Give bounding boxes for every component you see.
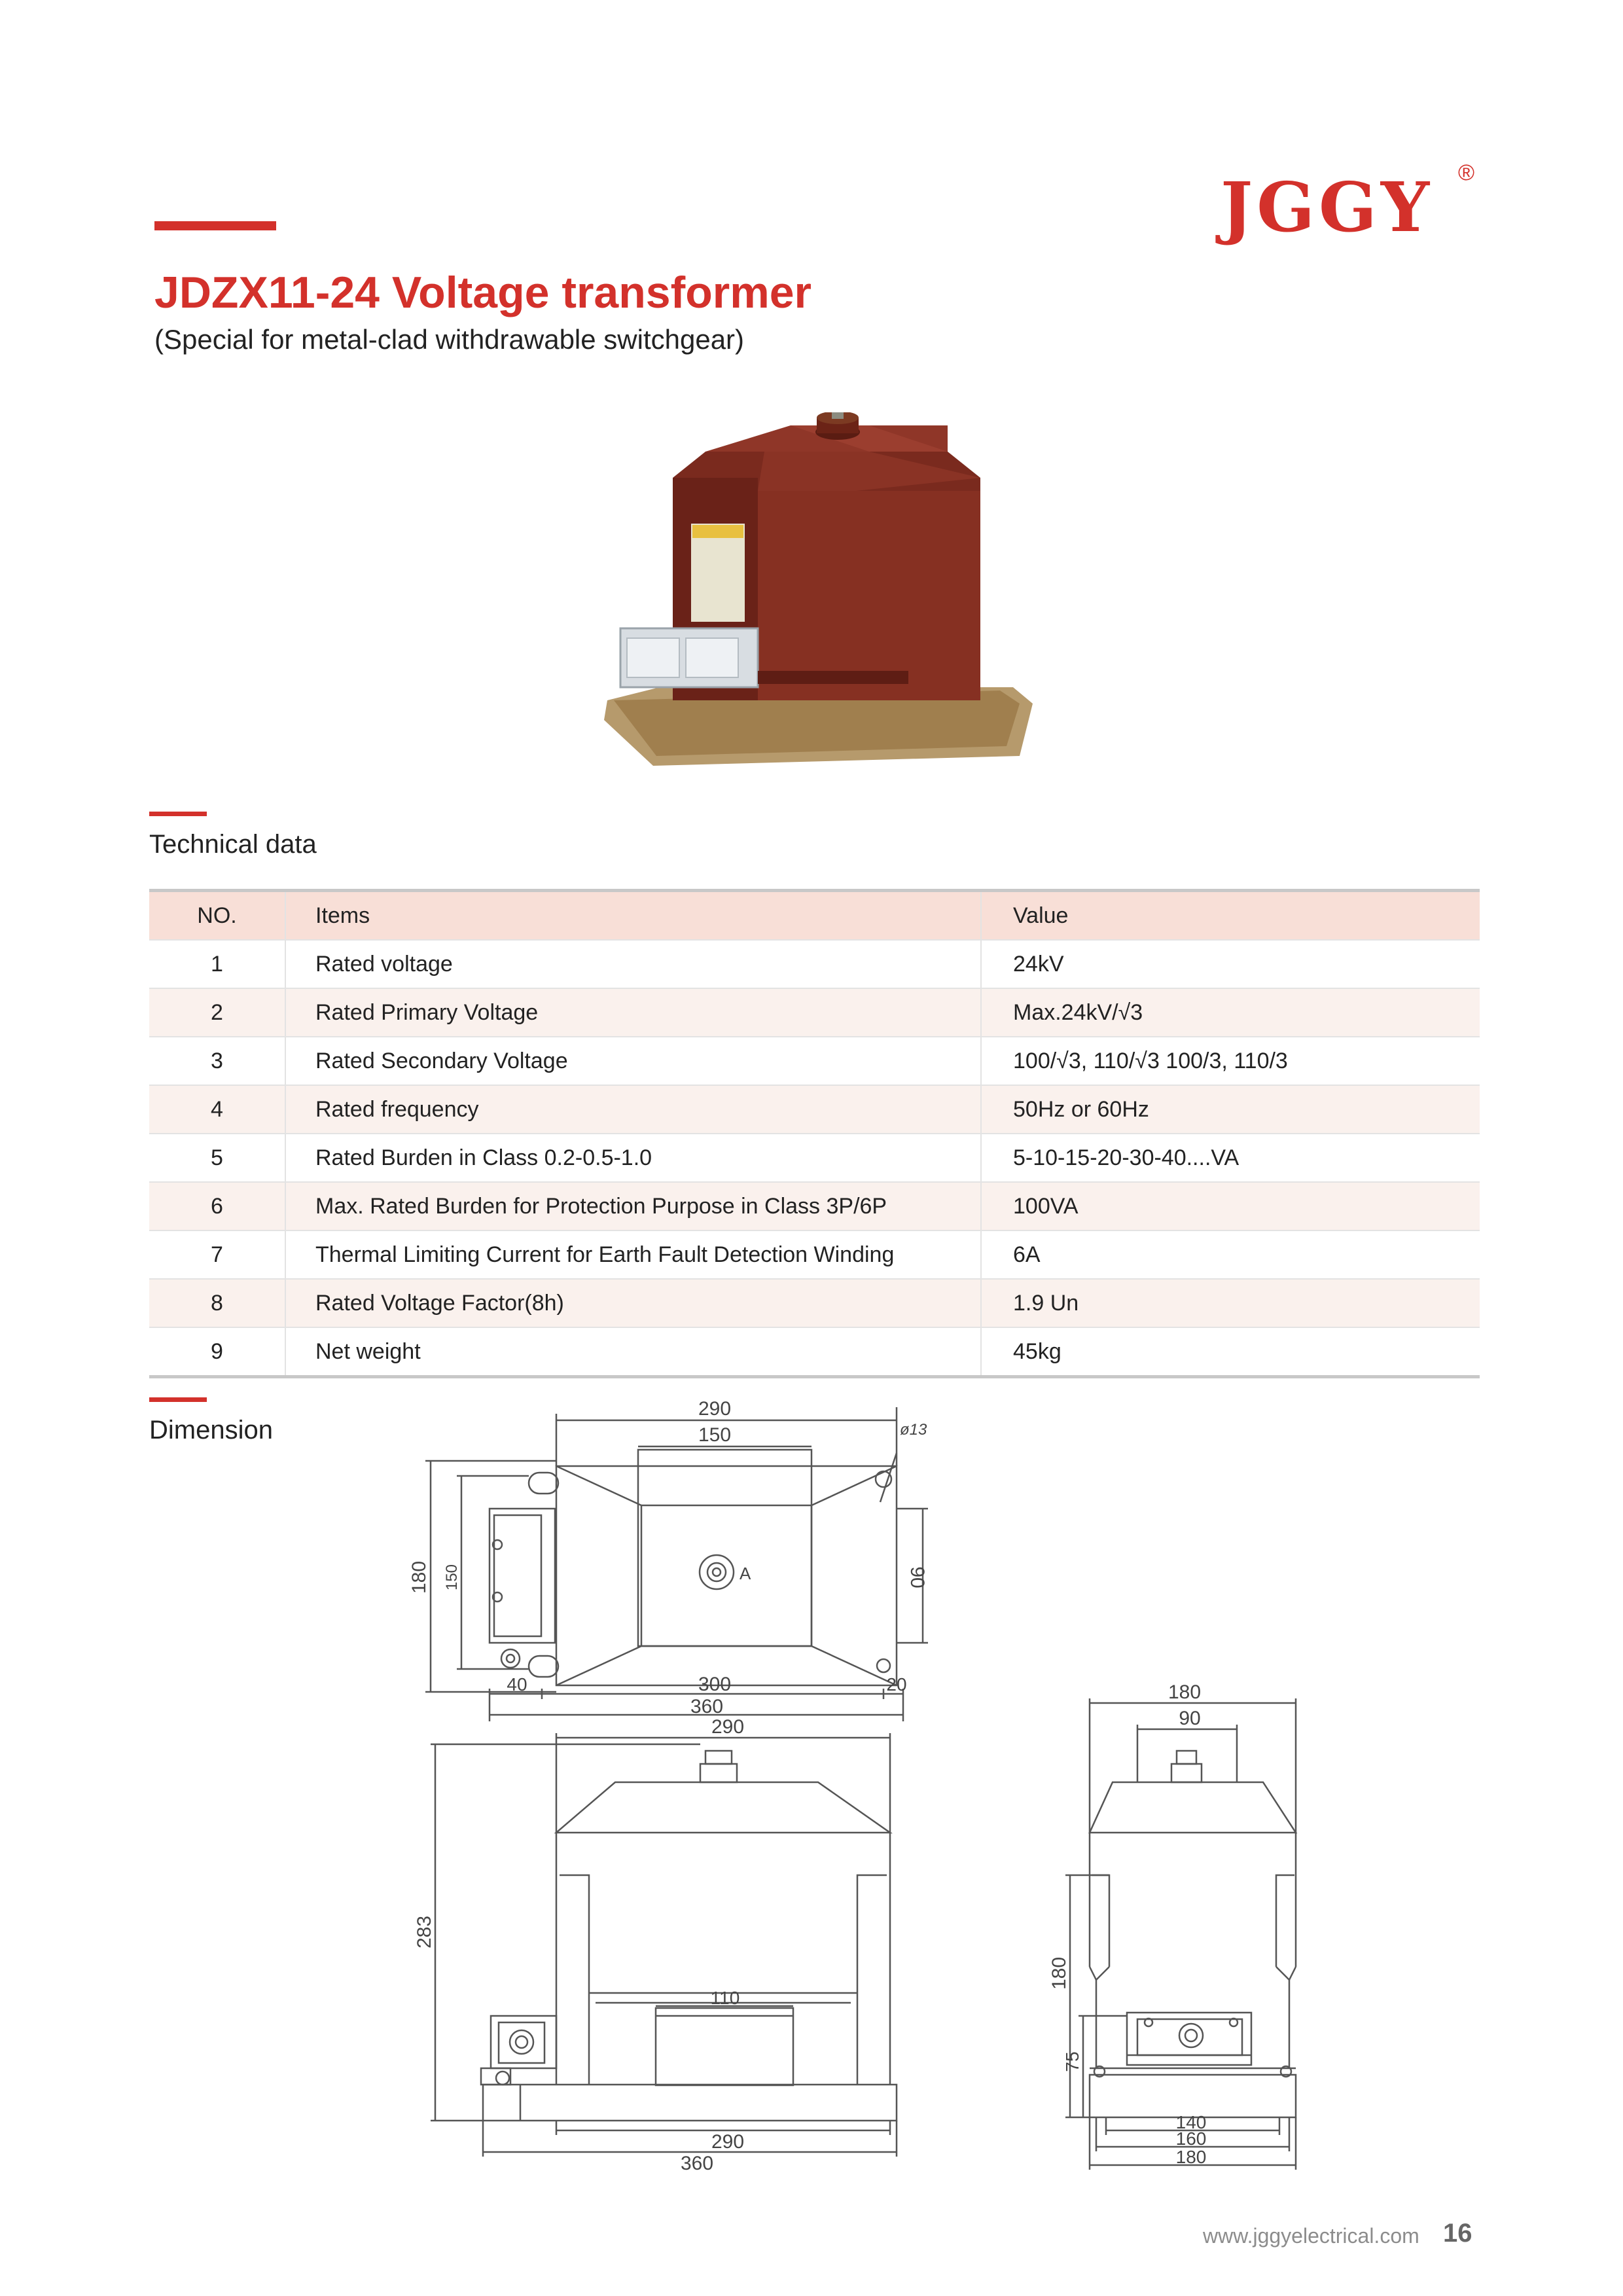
header-no: NO. bbox=[149, 891, 285, 941]
dim-110: 110 bbox=[710, 1988, 740, 2008]
technical-data-table bbox=[149, 889, 1480, 1378]
row-item: Rated Secondary Voltage bbox=[285, 1037, 981, 1085]
dim-side-160: 160 bbox=[1175, 2128, 1207, 2149]
dim-front-290-bottom: 290 bbox=[711, 2131, 745, 2153]
row-no: 8 bbox=[149, 1279, 285, 1327]
table-row bbox=[149, 988, 1480, 1037]
dim-20: 20 bbox=[886, 1674, 907, 1695]
dim-300: 300 bbox=[698, 1674, 732, 1695]
row-no: 1 bbox=[149, 940, 285, 988]
brand-logo: JGGY bbox=[1221, 167, 1434, 247]
row-no: 7 bbox=[149, 1230, 285, 1279]
row-value: 6A bbox=[981, 1230, 1480, 1279]
dim-90: 90 bbox=[906, 1566, 928, 1588]
footer-url[interactable]: www.jggyelectrical.com bbox=[1203, 2224, 1419, 2248]
table-row bbox=[149, 1134, 1480, 1182]
table-row bbox=[149, 1230, 1480, 1279]
row-no: 4 bbox=[149, 1085, 285, 1134]
dim-360: 360 bbox=[690, 1696, 724, 1717]
product-photo bbox=[594, 412, 1046, 766]
dim-side-90: 90 bbox=[1179, 1708, 1201, 1729]
dim-front-290-top: 290 bbox=[711, 1716, 745, 1738]
header-value: Value bbox=[981, 891, 1480, 941]
mark-a: A bbox=[740, 1564, 751, 1583]
row-item: Max. Rated Burden for Protection Purpose in Class 3P/6P bbox=[285, 1182, 981, 1230]
table-row bbox=[149, 1279, 1480, 1327]
page-number: 16 bbox=[1443, 2219, 1472, 2248]
dim-side-180-bottom: 180 bbox=[1175, 2147, 1207, 2167]
dimension-accent-bar bbox=[149, 1397, 207, 1402]
dim-side-180-top: 180 bbox=[1168, 1681, 1202, 1703]
table-row bbox=[149, 1085, 1480, 1134]
technical-accent-bar bbox=[149, 812, 207, 816]
page-subtitle: (Special for metal-clad withdrawable switchgear) bbox=[154, 324, 745, 355]
table-row bbox=[149, 940, 1480, 988]
row-item: Rated Burden in Class 0.2-0.5-1.0 bbox=[285, 1134, 981, 1182]
dim-40: 40 bbox=[507, 1674, 527, 1695]
dim-hole: ø13 bbox=[900, 1421, 927, 1439]
top-view bbox=[408, 1398, 928, 1721]
row-item: Rated Voltage Factor(8h) bbox=[285, 1279, 981, 1327]
row-no: 6 bbox=[149, 1182, 285, 1230]
dim-180: 180 bbox=[408, 1560, 430, 1594]
dimension-drawing bbox=[393, 1388, 1322, 2193]
row-no: 9 bbox=[149, 1327, 285, 1377]
dim-side-140: 140 bbox=[1175, 2112, 1207, 2132]
dim-front-360-bottom: 360 bbox=[680, 2153, 714, 2174]
dim-top-150: 150 bbox=[698, 1424, 732, 1446]
row-item: Rated Primary Voltage bbox=[285, 988, 981, 1037]
row-value: 5-10-15-20-30-40....VA bbox=[981, 1134, 1480, 1182]
dim-side-75: 75 bbox=[1062, 2051, 1082, 2072]
row-item: Thermal Limiting Current for Earth Fault Detection Winding bbox=[285, 1230, 981, 1279]
row-value: 45kg bbox=[981, 1327, 1480, 1377]
header-accent-bar bbox=[154, 221, 276, 230]
row-item: Rated voltage bbox=[285, 940, 981, 988]
page-title: JDZX11-24 Voltage transformer bbox=[154, 268, 812, 317]
dimension-heading: Dimension bbox=[149, 1416, 273, 1444]
table-row bbox=[149, 1327, 1480, 1377]
registered-mark: ® bbox=[1458, 160, 1475, 185]
row-no: 5 bbox=[149, 1134, 285, 1182]
dim-150: 150 bbox=[443, 1564, 461, 1591]
row-value: 1.9 Un bbox=[981, 1279, 1480, 1327]
row-no: 2 bbox=[149, 988, 285, 1037]
table-row bbox=[149, 1182, 1480, 1230]
row-value: 100/√3, 110/√3 100/3, 110/3 bbox=[981, 1037, 1480, 1085]
table-header-row bbox=[149, 891, 1480, 941]
technical-data-heading: Technical data bbox=[149, 830, 317, 859]
row-value: 24kV bbox=[981, 940, 1480, 988]
row-no: 3 bbox=[149, 1037, 285, 1085]
dim-283: 283 bbox=[414, 1915, 435, 1949]
row-item: Rated frequency bbox=[285, 1085, 981, 1134]
row-item: Net weight bbox=[285, 1327, 981, 1377]
side-view bbox=[1048, 1681, 1296, 2170]
table-row bbox=[149, 1037, 1480, 1085]
row-value: 100VA bbox=[981, 1182, 1480, 1230]
front-view bbox=[414, 1716, 897, 2174]
dim-side-180-v: 180 bbox=[1048, 1956, 1070, 1990]
header-items: Items bbox=[285, 891, 981, 941]
row-value: Max.24kV/√3 bbox=[981, 988, 1480, 1037]
dim-top-290: 290 bbox=[698, 1398, 732, 1420]
row-value: 50Hz or 60Hz bbox=[981, 1085, 1480, 1134]
